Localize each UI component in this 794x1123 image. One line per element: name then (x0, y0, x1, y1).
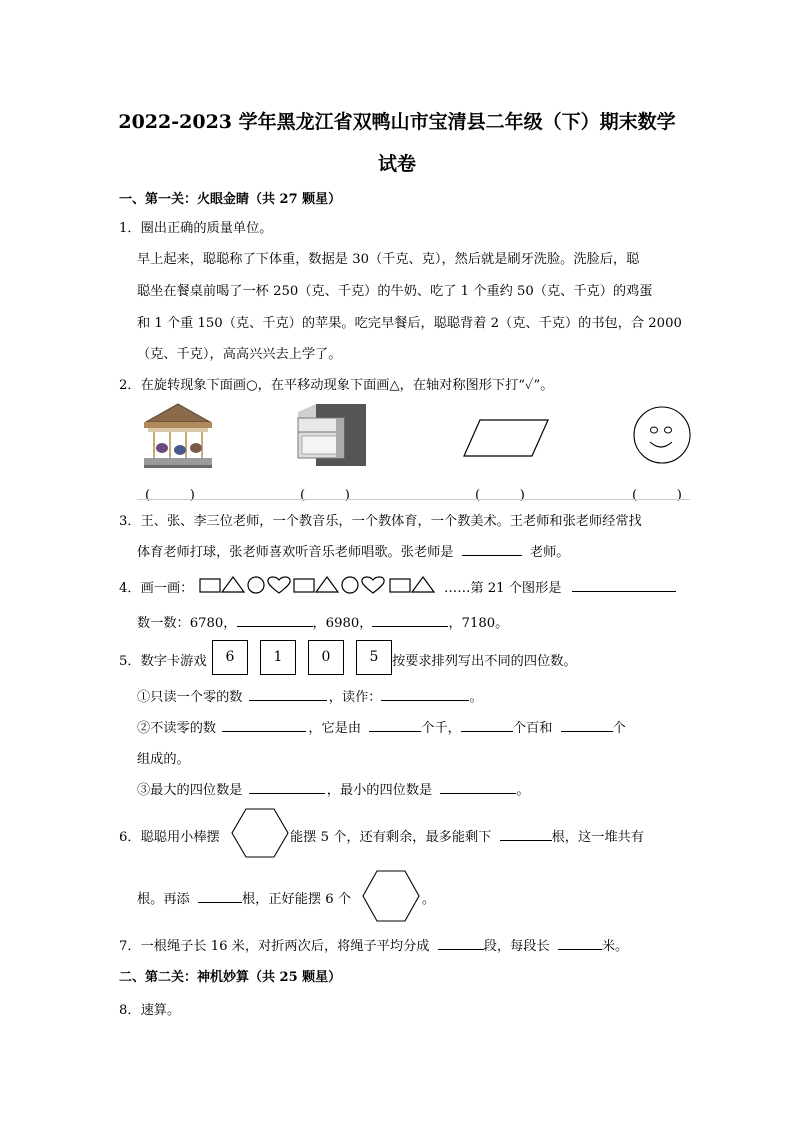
answer-bracket[interactable]: ( ) (300, 488, 350, 503)
q5-sub2-d: 个百和 (512, 721, 553, 736)
q5-sub3: ③最大的四位数是 (137, 783, 243, 798)
section-heading-1: 一、第一关：火眼金睛（共 27 颗星） (119, 192, 342, 207)
hexagon-shape (362, 870, 420, 922)
answer-blank[interactable] (198, 889, 242, 903)
answer-blank[interactable] (438, 936, 484, 950)
q5-tail: 按要求排列写出不同的四位数。 (392, 654, 577, 669)
q1-line: （克、千克），高高兴兴去上学了。 (137, 347, 342, 362)
answer-bracket[interactable]: ( ) (632, 488, 682, 503)
q6-text-d: 根。再添 (137, 892, 190, 907)
carousel-image (140, 402, 216, 470)
answer-blank[interactable] (372, 613, 448, 627)
answer-blank[interactable] (462, 542, 522, 556)
q3-line2-tail: 老师。 (529, 545, 570, 560)
q5-sub2-b: ，它是由 (308, 721, 362, 736)
answer-blank[interactable] (369, 718, 421, 732)
q7-text-c: 米。 (601, 939, 629, 954)
q6-text-f: 。 (422, 892, 436, 907)
page-title: 2022-2023 学年黑龙江省双鸭山市宝清县二年级（下）期末数学 (118, 111, 676, 133)
q4-count-end: ，7180。 (448, 616, 509, 631)
section-heading-2: 二、第二关：神机妙算（共 25 颗星） (119, 970, 342, 985)
answer-blank[interactable] (381, 687, 469, 701)
q1-line: 和 1 个重 150（克、千克）的苹果。吃完早餐后，聪聪背着 2（克、千克）的书包，合 2000 (137, 316, 682, 331)
parallelogram-shape (462, 418, 552, 460)
answer-blank[interactable] (249, 687, 327, 701)
q6-text-a: 6．聪聪用小棒摆 (119, 830, 220, 845)
answer-blank[interactable] (500, 827, 552, 841)
q8-stem: 8．速算。 (119, 1003, 181, 1018)
answer-bracket[interactable]: ( ) (145, 488, 195, 503)
q7-text-b: 段，每段长 (483, 939, 550, 954)
number-card: 6 (212, 640, 248, 675)
q5-sub2: ②不读零的数 (137, 721, 217, 736)
q3-line2: 体育老师打球，张老师喜欢听音乐老师唱歌。张老师是 (137, 545, 454, 560)
q5-sub3-c: 。 (516, 783, 530, 798)
number-card: 5 (356, 640, 392, 675)
page-title-line2: 试卷 (377, 153, 416, 175)
answer-blank[interactable] (572, 578, 676, 592)
smiley-face-shape (632, 405, 692, 465)
answer-bracket[interactable]: ( ) (475, 488, 525, 503)
q6-text-e: 根，正好能摆 6 个 (241, 892, 352, 907)
q5-sub1-c: 。 (469, 690, 483, 705)
q6-text-b: 能摆 5 个，还有剩余，最多能剩下 (290, 830, 492, 845)
divider (137, 499, 690, 500)
q5-sub2-f: 组成的。 (137, 752, 190, 767)
q4-count-mid: ，6980， (312, 616, 373, 631)
q7-text-a: 7．一根绳子长 16 米，对折两次后，将绳子平均分成 (119, 939, 430, 954)
q5-sub1: ①只读一个零的数 (137, 690, 243, 705)
answer-blank[interactable] (440, 780, 516, 794)
shape-sequence (198, 574, 440, 596)
drawer-image (296, 404, 366, 468)
hexagon-shape (231, 808, 289, 858)
q5-sub1-b: ，读作： (328, 690, 382, 705)
answer-blank[interactable] (558, 936, 602, 950)
q3-line1: 3．王、张、李三位老师，一个教音乐，一个教体育，一个教美术。王老师和张老师经常找 (119, 514, 642, 529)
number-card: 1 (260, 640, 296, 675)
q1-stem: 1．圈出正确的质量单位。 (119, 221, 273, 236)
q1-line: 聪坐在餐桌前喝了一杯 250（克、千克）的牛奶、吃了 1 个重约 50（克、千克）的鸡蛋 (137, 284, 653, 299)
q1-line: 早上起来，聪聪称了下体重，数据是 30（千克、克），然后就是刷牙洗脸。洗脸后，聪 (137, 252, 640, 267)
q4-label: 4．画一画： (119, 581, 194, 596)
answer-blank[interactable] (237, 613, 313, 627)
q4-count-label: 数一数：6780， (137, 616, 237, 631)
q5-sub2-c: 个千， (421, 721, 461, 736)
q5-sub3-b: ，最小的四位数是 (326, 783, 433, 798)
answer-blank[interactable] (461, 718, 513, 732)
number-card: 0 (308, 640, 344, 675)
answer-blank[interactable] (222, 718, 306, 732)
q6-text-c: 根，这一堆共有 (551, 830, 644, 845)
q5-sub2-e: 个 (612, 721, 626, 736)
answer-blank[interactable] (561, 718, 613, 732)
q5-label: 5．数字卡游戏 (119, 654, 207, 669)
answer-blank[interactable] (249, 780, 325, 794)
q4-ellipsis: ……第 21 个图形是 (444, 581, 562, 596)
q2-stem: 2．在旋转现象下面画○，在平移动现象下面画△，在轴对称图形下打“✓”。 (119, 378, 554, 393)
